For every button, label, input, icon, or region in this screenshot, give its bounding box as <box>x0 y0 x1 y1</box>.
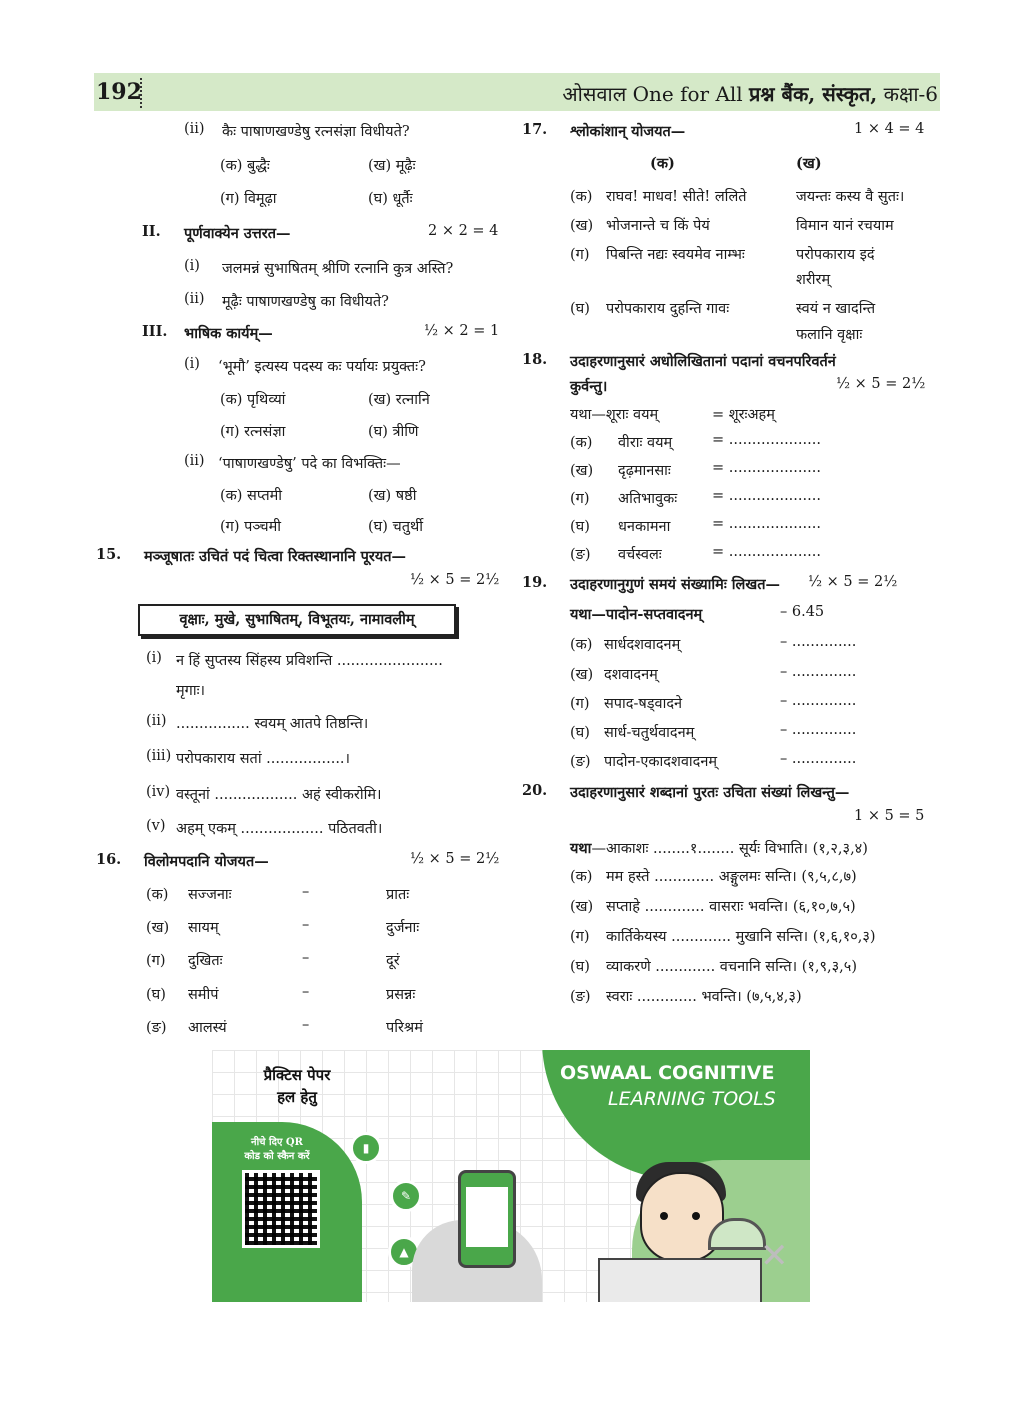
q18-row-4-word: धनकामना <box>618 519 671 535</box>
q17-column-b-header: (ख) <box>796 155 822 172</box>
q16-row-5-dash: – <box>302 1017 310 1033</box>
q16-row-4-dash: – <box>302 984 310 1000</box>
q20-row-4-label: (घ) <box>570 959 590 975</box>
plus-sign-icon: ✕ <box>760 1236 789 1276</box>
q20-marks: 1 × 5 = 5 <box>854 808 925 824</box>
q15-item-4-number: (iv) <box>146 784 171 800</box>
q19-row-5-word: पादोन-एकादशवादनम् <box>604 754 718 770</box>
book-title <box>562 80 938 107</box>
section-3-q1-option-b: (ख) रत्नानि <box>368 392 430 408</box>
section-3-q2-option-c: (ग) पञ्चमी <box>220 519 282 535</box>
q15-item-1-continuation: मृगाः। <box>176 683 206 699</box>
q16-number: 16. <box>96 851 122 868</box>
q18-row-5-word: वर्चस्वलः <box>618 547 662 563</box>
q16-row-2-dash: – <box>302 917 310 933</box>
q17-row-4-right: स्वयं न खादन्ति <box>796 301 876 317</box>
q18-marks: ½ × 5 = 2½ <box>836 376 926 392</box>
q20-row-2-text: सप्ताहे ............. वासराः भवन्ति। (६,१०,७,५) <box>606 899 856 915</box>
q20-example-label: यथा <box>570 840 592 857</box>
q18-row-3-word: अतिभावुकः <box>618 491 678 507</box>
q17-row-3-right-continuation: शरीरम् <box>796 272 831 288</box>
section-2-number: II. <box>142 223 161 240</box>
q19-number: 19. <box>522 574 548 591</box>
brand-title-line-1: OSWAAL COGNITIVE <box>560 1062 775 1084</box>
q20-row-3-text: कार्तिकेयस्य ............. मुखानि सन्ति। (१,६,१०,३) <box>606 929 876 945</box>
qr-instruction-line-2: कोड को स्कैन करें <box>244 1151 310 1162</box>
section-3-q2-option-a: (क) सप्तमी <box>220 488 283 504</box>
q16-row-4-label: (घ) <box>146 987 166 1003</box>
q18-row-2-word: दृढ़मानसाः <box>618 463 671 479</box>
q16-row-5-left: आलस्यं <box>188 1020 227 1036</box>
q18-row-5-label: (ङ) <box>570 547 591 563</box>
q19-row-3-label: (ग) <box>570 696 590 712</box>
q18-row-4-blank: = .................... <box>712 516 821 532</box>
q16-row-2-left: सायम् <box>188 920 219 936</box>
q19-row-4-blank: – .............. <box>780 722 857 738</box>
q16-row-1-left: सज्जनाः <box>188 887 232 903</box>
q17-row-4-left: परोपकाराय दुहन्ति गावः <box>606 301 730 317</box>
q15-item-5-number: (v) <box>146 818 166 834</box>
q17-number: 17. <box>522 121 548 138</box>
section-3-q1-text: ‘भूमौ’ इत्यस्य पदस्य कः पर्यायः प्रयुक्तः? <box>218 359 426 375</box>
q18-row-1-label: (क) <box>570 435 593 451</box>
section-2-item-1-number: (i) <box>184 258 200 274</box>
q20-row-4-text: व्याकरणे ............. वचनानि सन्ति। (१,९,३,५) <box>606 959 857 975</box>
section-2-item-2-text: मूढ़ैः पाषाणखण्डेषु का विधीयते? <box>222 294 389 310</box>
qr-instruction <box>222 1136 332 1164</box>
book-title-prefix: ओसवाल One for All <box>562 82 750 106</box>
q16-row-5-right: परिश्रमं <box>386 1020 423 1036</box>
q17-row-1-right: जयन्तः कस्य वै सुतः। <box>796 189 905 205</box>
q19-row-1-label: (क) <box>570 637 593 653</box>
q17-row-2-right: विमान यानं रचयाम <box>796 218 894 234</box>
q16-row-5-label: (ङ) <box>146 1020 167 1036</box>
section-3-q1-option-d: (घ) त्रीणि <box>368 424 419 440</box>
q18-row-1-blank: = .................... <box>712 432 821 448</box>
q18-number: 18. <box>522 351 548 368</box>
section-3-q2-text: ‘पाषाणखण्डेषु’ पदे का विभक्तिः— <box>218 456 401 472</box>
q19-example-left: यथा—पादोन-सप्तवादनम् <box>570 606 703 623</box>
phone-icon <box>458 1170 516 1268</box>
q19-example-right: – 6.45 <box>780 604 825 620</box>
q16-row-3-left: दुखितः <box>188 953 223 969</box>
phone-qr-screen <box>466 1187 508 1247</box>
section-3-marks: ½ × 2 = 1 <box>424 323 500 339</box>
boy-left-eye <box>660 1212 668 1220</box>
open-book-illustration <box>598 1258 762 1302</box>
q17-row-2-left: भोजनान्ते च किं पेयं <box>606 218 710 234</box>
section-3-q2-option-d: (घ) चतुर्थी <box>368 519 423 535</box>
q16-row-1-right: प्रातः <box>386 887 410 903</box>
q19-row-2-word: दशवादनम् <box>604 667 658 683</box>
q18-example-left: यथा—शूराः वयम् <box>570 407 659 423</box>
q17-row-4-label: (घ) <box>570 301 590 317</box>
pencil-icon: ✎ <box>390 1180 422 1212</box>
q14-ii-option-a: (क) बुद्धैः <box>220 158 270 174</box>
q15-title: मञ्जूषातः उचितं पदं चित्वा रिक्तस्थानानि पूरयत— <box>144 548 407 565</box>
q17-title: श्लोकांशान् योजयत— <box>570 123 686 140</box>
q20-title: उदाहरणानुसारं शब्दानां पुरतः उचिता संख्यां लिखन्तु— <box>570 784 850 801</box>
q16-row-1-label: (क) <box>146 887 169 903</box>
q15-item-5-text: अहम् एकम् .................. पठितवती। <box>176 821 383 837</box>
section-3-q2-option-b: (ख) षष्ठी <box>368 488 417 504</box>
q17-marks: 1 × 4 = 4 <box>854 121 925 137</box>
q17-row-3-left: पिबन्ति नद्यः स्वयमेव नाम्भः <box>606 247 745 263</box>
q15-item-2-number: (ii) <box>146 713 167 729</box>
q16-row-3-dash: – <box>302 950 310 966</box>
q16-row-4-right: प्रसन्नः <box>386 987 416 1003</box>
q18-row-4-label: (घ) <box>570 519 590 535</box>
header-divider <box>140 78 142 108</box>
q17-column-a-header: (क) <box>650 155 675 172</box>
q16-row-2-right: दुर्जनाः <box>386 920 420 936</box>
q18-row-2-label: (ख) <box>570 463 594 479</box>
q16-row-3-label: (ग) <box>146 953 166 969</box>
q19-marks: ½ × 5 = 2½ <box>808 574 898 590</box>
section-2-title: पूर्णवाक्येन उत्तरत— <box>184 225 291 242</box>
q19-row-3-blank: – .............. <box>780 693 857 709</box>
q14-ii-text: कैः पाषाणखण्डेषु रत्नसंज्ञा विधीयते? <box>222 124 410 140</box>
q15-item-4-text: वस्तूनां .................. अहं स्वीकरोमि। <box>176 787 382 803</box>
q18-example-right: = शूरःअहम् <box>712 407 775 423</box>
promo-banner[interactable] <box>212 1050 810 1302</box>
boy-right-eye <box>692 1212 700 1220</box>
q16-row-3-right: दूरं <box>386 953 400 969</box>
q17-row-3-label: (ग) <box>570 247 590 263</box>
q14-ii-option-d: (घ) धूर्तैः <box>368 191 413 207</box>
q19-row-1-word: सार्धदशवादनम् <box>604 637 681 653</box>
q20-row-5-text: स्वराः ............. भवन्ति। (७,५,४,३) <box>606 989 802 1005</box>
q17-row-1-label: (क) <box>570 189 593 205</box>
q20-row-5-label: (ङ) <box>570 989 591 1005</box>
q19-row-5-label: (ङ) <box>570 754 591 770</box>
q15-item-1-number: (i) <box>146 650 162 666</box>
q15-item-3-text: परोपकाराय सतां .................। <box>176 751 351 767</box>
q15-item-3-number: (iii) <box>146 748 172 764</box>
section-3-q1-option-c: (ग) रत्नसंज्ञा <box>220 424 286 440</box>
q19-row-2-label: (ख) <box>570 667 594 683</box>
q19-row-5-blank: – .............. <box>780 751 857 767</box>
q14-ii-option-c: (ग) विमूढ़ा <box>220 191 277 207</box>
q15-number: 15. <box>96 546 122 563</box>
q18-row-3-label: (ग) <box>570 491 590 507</box>
q19-title: उदाहरणानुगुणं समयं संख्यामिः लिखत— <box>570 576 781 593</box>
q17-row-3-right: परोपकाराय इदं <box>796 247 875 263</box>
section-3-title: भाषिक कार्यम्— <box>184 325 273 342</box>
q17-row-1-left: राघव! माधव! सीते! ललिते <box>606 189 747 205</box>
q18-row-1-word: वीराः वयम् <box>618 435 673 451</box>
q14-ii-option-b: (ख) मूढ़ैः <box>368 158 416 174</box>
section-3-number: III. <box>142 323 168 340</box>
q15-marks: ½ × 5 = 2½ <box>410 572 500 588</box>
q20-example <box>570 838 868 858</box>
q20-row-2-label: (ख) <box>570 899 594 915</box>
q19-row-4-label: (घ) <box>570 725 590 741</box>
q20-number: 20. <box>522 782 548 799</box>
q18-row-3-blank: = .................... <box>712 488 821 504</box>
q19-row-2-blank: – .............. <box>780 664 857 680</box>
practice-paper-line-2: हल हेतु <box>277 1088 317 1106</box>
q20-row-3-label: (ग) <box>570 929 590 945</box>
q18-row-2-blank: = .................... <box>712 460 821 476</box>
q15-word-box: वृक्षाः, मुखे, सुभाषितम्, विभूतयः, नामावलीम् <box>138 604 456 636</box>
page-number: 192 <box>96 79 142 105</box>
practice-paper-line-1: प्रैक्टिस पेपर <box>263 1066 331 1084</box>
section-3-q1-option-a: (क) पृथिव्यां <box>220 392 286 408</box>
q15-item-2-text: ................ स्वयम् आतपे तिष्ठन्ति। <box>176 716 369 732</box>
section-2-marks: 2 × 2 = 4 <box>428 223 499 239</box>
q18-title-line-2: कुर्वन्तु। <box>570 378 608 395</box>
q20-row-1-label: (क) <box>570 869 593 885</box>
section-3-q2-number: (ii) <box>184 453 205 469</box>
brand-title-line-2: LEARNING TOOLS <box>608 1088 776 1110</box>
practice-paper-label <box>242 1064 352 1108</box>
book-icon: ▲ <box>388 1236 420 1268</box>
q16-row-4-left: समीपं <box>188 987 219 1003</box>
q19-row-3-word: सपाद-षड्वादने <box>604 696 683 712</box>
section-2-item-2-number: (ii) <box>184 291 205 307</box>
qr-code-icon[interactable] <box>242 1170 320 1248</box>
q16-row-2-label: (ख) <box>146 920 170 936</box>
q16-row-1-dash: – <box>302 884 310 900</box>
q16-marks: ½ × 5 = 2½ <box>410 851 500 867</box>
chart-icon: ▮ <box>350 1132 382 1164</box>
book-title-suffix: कक्षा-6 <box>877 82 938 106</box>
q20-row-1-text: मम हस्ते ............. अङ्गुलमः सन्ति। (९,५,८,७) <box>606 869 857 885</box>
q18-row-5-blank: = .................... <box>712 544 821 560</box>
section-2-item-1-text: जलमन्नं सुभाषितम् श्रीणि रत्नानि कुत्र अस्ति? <box>222 261 454 277</box>
book-title-highlight: प्रश्न बैंक, संस्कृत, <box>749 82 878 106</box>
q20-example-text: —आकाशः ........१........ सूर्यः विभाति। (१,२,३,४) <box>591 841 868 857</box>
q19-row-1-blank: – .............. <box>780 634 857 650</box>
q16-title: विलोमपदानि योजयत— <box>144 853 269 870</box>
q19-row-4-word: सार्ध-चतुर्थवादनम् <box>604 725 695 741</box>
qr-instruction-line-1: नीचे दिए QR <box>251 1137 303 1148</box>
q15-item-1-text: न हिं सुप्तस्य सिंहस्य प्रविशन्ति ....................... <box>176 653 443 669</box>
q17-row-4-right-continuation: फलानि वृक्षाः <box>796 327 863 343</box>
section-3-q1-number: (i) <box>184 356 200 372</box>
q18-title-line-1: उदाहरणानुसारं अधोलिखितानां पदानां वचनपरिवर्तनं <box>570 353 836 370</box>
q17-row-2-label: (ख) <box>570 218 594 234</box>
q14-ii-number: (ii) <box>184 121 205 137</box>
